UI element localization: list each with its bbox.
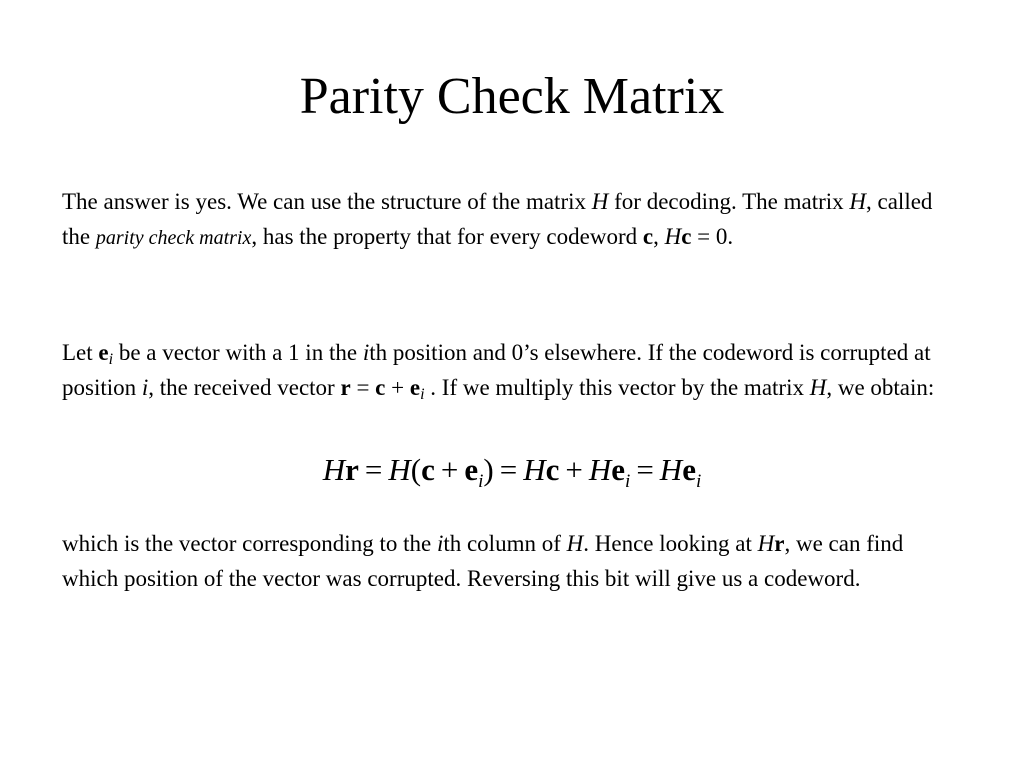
- eq-index: i: [478, 471, 484, 492]
- text: th position and 0’s elsewhere. If the codeword is corrupted at position: [62, 340, 931, 400]
- text: The answer is yes. We can use the structure of the matrix: [62, 189, 592, 214]
- text: for decoding. The matrix: [608, 189, 850, 214]
- eq-index: i: [695, 471, 702, 492]
- eq-equals: =: [364, 452, 383, 487]
- eq-equals: =: [499, 452, 518, 487]
- syndrome-equation: [0, 446, 1024, 494]
- eq-e: e: [611, 452, 626, 487]
- eq-c: c: [421, 452, 435, 487]
- eq-H: H: [659, 452, 683, 487]
- paragraph-conclusion: [62, 527, 962, 596]
- index-symbol: i: [420, 385, 425, 403]
- slide-title: Parity Check Matrix: [299, 68, 725, 125]
- error-vector-symbol: e: [409, 374, 421, 400]
- text: Let: [62, 340, 99, 365]
- codeword-symbol: c: [642, 223, 654, 249]
- paragraph-error-vector: [62, 336, 962, 405]
- eq-H: H: [523, 452, 546, 487]
- index-symbol: i: [362, 340, 370, 365]
- eq-c: c: [545, 452, 560, 487]
- text: , called the: [62, 189, 933, 249]
- text: th column of: [443, 531, 567, 556]
- text: , we can find which position of the vector was corrupted. Reversing this bit will give us a codeword.: [62, 531, 904, 591]
- matrix-symbol: H: [757, 531, 775, 556]
- eq-plus: +: [565, 452, 583, 487]
- text: . Hence looking at: [583, 531, 758, 556]
- text: be a vector with a 1 in the: [113, 340, 363, 365]
- received-vector-symbol: r: [340, 374, 351, 400]
- text: +: [385, 374, 410, 400]
- matrix-symbol: H: [849, 189, 867, 214]
- eq-index: i: [625, 471, 631, 492]
- matrix-symbol: H: [809, 374, 827, 400]
- error-vector-symbol: e: [98, 340, 109, 365]
- eq-e: e: [682, 452, 696, 487]
- text: , has the property that for every codeword: [251, 223, 643, 249]
- index-symbol: i: [108, 351, 114, 368]
- index-symbol: i: [436, 531, 444, 556]
- codeword-symbol: c: [375, 374, 386, 400]
- eq-r: r: [345, 452, 359, 487]
- text: which is the vector corresponding to the: [62, 531, 437, 556]
- text: , the received vector: [148, 374, 341, 400]
- codeword-symbol: c: [681, 223, 692, 249]
- eq-e: e: [464, 452, 479, 487]
- matrix-symbol: H: [664, 223, 682, 249]
- eq-H: H: [322, 452, 346, 487]
- text: =: [350, 374, 376, 400]
- eq-H: H: [388, 452, 411, 487]
- matrix-symbol: H: [566, 531, 584, 556]
- text: ,: [653, 223, 665, 249]
- paragraph-intro: [62, 185, 962, 255]
- eq-rparen: ): [483, 452, 494, 487]
- text: = 0.: [691, 223, 734, 249]
- eq-lparen: (: [410, 452, 422, 487]
- term-parity-check-matrix: parity check matrix: [95, 226, 252, 249]
- index-symbol: i: [141, 374, 149, 400]
- text: . If we multiply this vector by the matrix: [424, 374, 810, 400]
- text: , we obtain:: [826, 374, 935, 400]
- eq-plus: +: [440, 452, 459, 487]
- eq-H: H: [588, 452, 612, 487]
- received-vector-symbol: r: [774, 531, 785, 556]
- matrix-symbol: H: [591, 189, 609, 214]
- eq-equals: =: [636, 452, 654, 487]
